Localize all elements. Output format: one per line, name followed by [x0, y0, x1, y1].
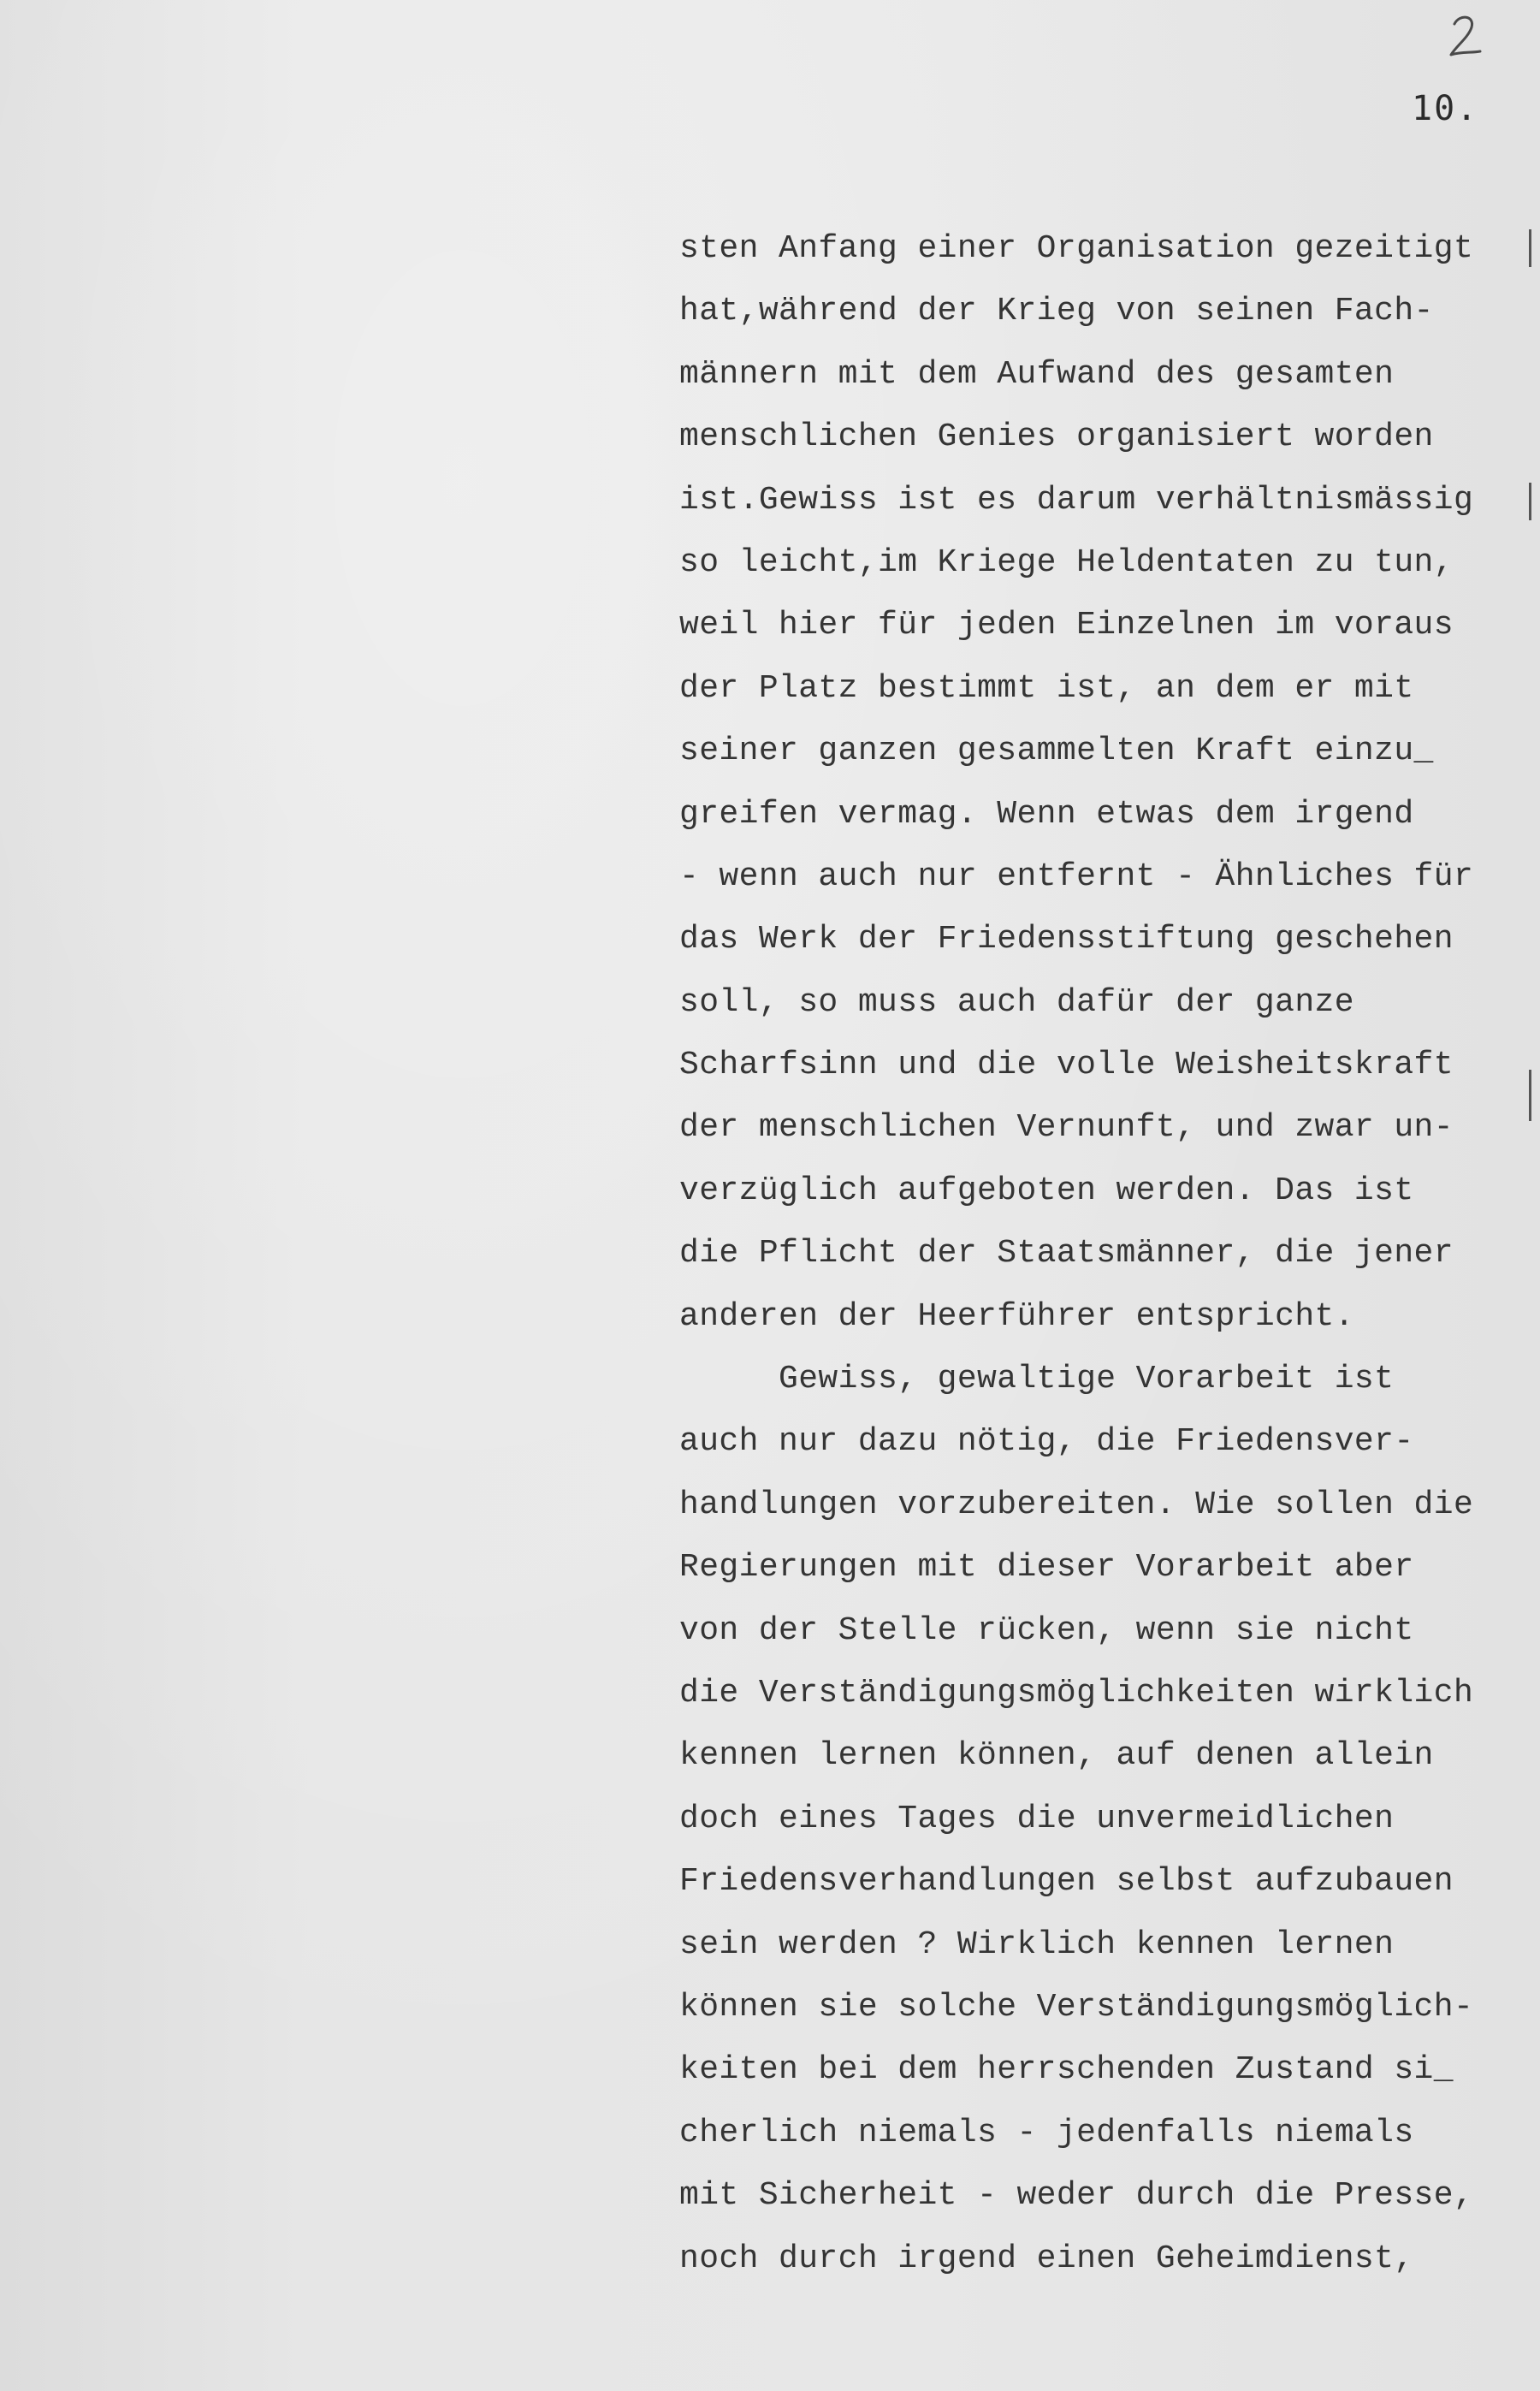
- text-line: die Pflicht der Staatsmänner, die jener: [679, 1235, 1454, 1273]
- text-line: keiten bei dem herrschenden Zustand si_: [679, 2051, 1454, 2089]
- text-line: Regierungen mit dieser Vorarbeit aber: [679, 1549, 1414, 1587]
- typed-text-body: [679, 217, 1535, 2290]
- text-line: ist.Gewiss ist es darum verhältnismässig: [679, 481, 1474, 519]
- text-line: auch nur dazu nötig, die Friedensver-: [679, 1423, 1414, 1461]
- text-line: von der Stelle rücken, wenn sie nicht: [679, 1611, 1414, 1649]
- text-line: sein werden ? Wirklich kennen lernen: [679, 1925, 1395, 1963]
- text-line: noch durch irgend einen Geheimdienst,: [679, 2240, 1414, 2277]
- text-line: anderen der Heerführer entspricht.: [679, 1297, 1354, 1335]
- text-line: sten Anfang einer Organisation gezeitigt: [679, 230, 1474, 267]
- text-line: die Verständigungsmöglichkeiten wirklich: [679, 1674, 1474, 1712]
- text-line: so leicht,im Kriege Heldentaten zu tun,: [679, 543, 1454, 581]
- text-line: Gewiss, gewaltige Vorarbeit ist: [679, 1361, 1395, 1398]
- text-line: Friedensverhandlungen selbst aufzubauen: [679, 1863, 1454, 1901]
- page-number: 10.: [1412, 89, 1479, 128]
- text-line: der menschlichen Vernunft, und zwar un-: [679, 1109, 1454, 1147]
- handwritten-page-mark: [1444, 12, 1485, 60]
- text-line: mit Sicherheit - weder durch die Presse,: [679, 2177, 1474, 2215]
- text-line: soll, so muss auch dafür der ganze: [679, 983, 1354, 1021]
- text-line: der Platz bestimmt ist, an dem er mit: [679, 669, 1414, 707]
- text-line: können sie solche Verständigungsmöglich-: [679, 1988, 1474, 2026]
- text-line: handlungen vorzubereiten. Wie sollen die: [679, 1486, 1474, 1523]
- text-line: kennen lernen können, auf denen allein: [679, 1737, 1434, 1775]
- text-line: seiner ganzen gesammelten Kraft einzu_: [679, 733, 1434, 770]
- text-line: hat,während der Krieg von seinen Fach-: [679, 293, 1434, 330]
- text-line: greifen vermag. Wenn etwas dem irgend: [679, 795, 1414, 833]
- text-line: verzüglich aufgeboten werden. Das ist: [679, 1172, 1414, 1209]
- text-line: doch eines Tages die unvermeidlichen: [679, 1800, 1395, 1837]
- text-line: - wenn auch nur entfernt - Ähnliches für: [679, 857, 1474, 895]
- text-line: männern mit dem Aufwand des gesamten: [679, 355, 1395, 393]
- text-line: menschlichen Genies organisiert worden: [679, 418, 1434, 456]
- text-line: cherlich niemals - jedenfalls niemals: [679, 2114, 1414, 2151]
- text-line: weil hier für jeden Einzelnen im voraus: [679, 607, 1454, 644]
- text-line: das Werk der Friedensstiftung geschehen: [679, 921, 1454, 958]
- text-line: Scharfsinn und die volle Weisheitskraft: [679, 1047, 1454, 1084]
